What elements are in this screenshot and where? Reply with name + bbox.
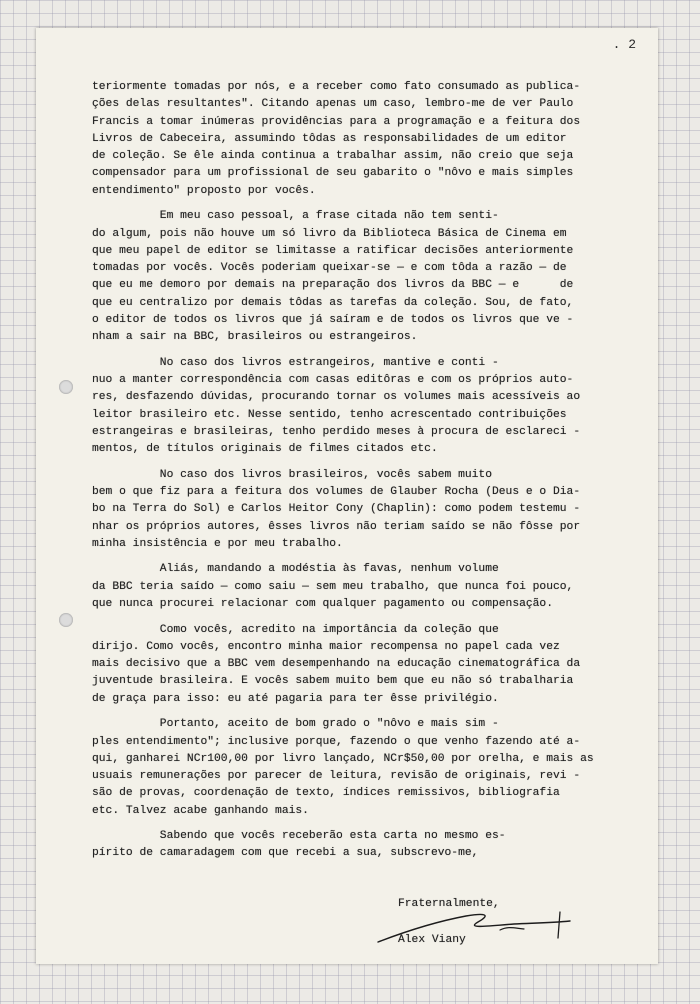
text-line: Sabendo que vocês receberão esta carta no mesmo es- <box>92 830 506 843</box>
text-line: que eu centralizo por demais tôdas as tarefas da coleção. Sou, de fato, <box>92 296 574 309</box>
text-line: do algum, pois não houve um só livro da Biblioteca Básica de Cinema em <box>92 227 567 240</box>
text-line: o editor de todos os livros que já saíram e de todos os livros que ve - <box>92 314 574 327</box>
text-line: leitor brasileiro etc. Nesse sentido, tenho acrescentado contribuições <box>92 408 567 421</box>
letter-page <box>36 28 658 964</box>
text-line: estrangeiras e brasileiras, tenho perdido meses à procura de esclareci - <box>92 426 581 439</box>
text-line: Portanto, aceito de bom grado o "nôvo e mais sim - <box>92 718 499 731</box>
text-line: qui, ganharei NCr100,00 por livro lançado, NCr$50,00 por orelha, e mais as <box>92 752 594 765</box>
text-line: pírito de camaradagem com que recebi a sua, subscrevo-me, <box>92 847 479 860</box>
text-line: que nunca procurei relacionar com qualquer pagamento ou compensação. <box>92 598 553 611</box>
text-line: Livros de Cabeceira, assumindo tôdas as responsabilidades de um editor <box>92 132 567 145</box>
paragraph <box>92 208 640 346</box>
letter-body <box>92 79 640 863</box>
text-line: que meu papel de editor se limitasse a ratificar decisões anteriormente <box>92 244 574 257</box>
paragraph <box>92 79 640 200</box>
text-line: nham a sair na BBC, brasileiros ou estrangeiros. <box>92 331 418 344</box>
text-line: Francis a tomar inúmeras providências para a programação e a feitura dos <box>92 115 581 128</box>
text-line: No caso dos livros brasileiros, vocês sabem muito <box>92 468 492 481</box>
text-line: No caso dos livros estrangeiros, mantive e conti - <box>92 356 499 369</box>
text-line: bo na Terra do Sol) e Carlos Heitor Cony (Chaplin): como podem testemu - <box>92 503 581 516</box>
text-line: são de provas, coordenação de texto, índices remissivos, bibliografia <box>92 787 560 800</box>
text-line: juventude brasileira. E vocês sabem muito bem que eu não só trabalharia <box>92 675 574 688</box>
text-line: teriormente tomadas por nós, e a receber como fato consumado as publica- <box>92 81 581 93</box>
text-line: de graça para isso: eu até pagaria para ter êsse privilégio. <box>92 692 499 705</box>
paragraph <box>92 467 640 553</box>
page-number: . 2 <box>612 37 636 52</box>
text-line: mentos, de títulos originais de filmes citados etc. <box>92 443 438 456</box>
text-line: da BBC teria saído — como saiu — sem meu trabalho, que nunca foi pouco, <box>92 580 574 593</box>
text-line: de coleção. Se êle ainda continua a trabalhar assim, não creio que seja <box>92 150 574 163</box>
paragraph <box>92 355 640 459</box>
text-line: nhar os próprios autores, êsses livros não teriam saído se não fôsse por <box>92 520 581 533</box>
signer-name: Alex Viany <box>398 934 466 946</box>
punch-hole <box>59 613 73 627</box>
text-line: mais decisivo que a BBC vem desempenhando na educação cinematográfica da <box>92 658 581 671</box>
text-line: minha insistência e por meu trabalho. <box>92 537 343 550</box>
paragraph <box>92 828 640 863</box>
text-line: ções delas resultantes". Citando apenas um caso, lembro-me de ver Paulo <box>92 98 574 111</box>
paragraph <box>92 622 640 708</box>
text-line: compensador para um profissional de seu gabarito o "nôvo e mais simples <box>92 167 574 180</box>
text-line: Aliás, mandando a modéstia às favas, nenhum volume <box>92 563 499 576</box>
text-line: dirijo. Como vocês, encontro minha maior recompensa no papel cada vez <box>92 640 560 653</box>
text-line: res, desfazendo dúvidas, procurando tornar os volumes mais acessíveis ao <box>92 391 581 404</box>
punch-hole <box>59 380 73 394</box>
text-line: Em meu caso pessoal, a frase citada não tem senti- <box>92 210 499 223</box>
text-line: nuo a manter correspondência com casas editôras e com os próprios auto- <box>92 374 574 387</box>
paragraph <box>92 561 640 613</box>
text-line: entendimento" proposto por vocês. <box>92 184 316 197</box>
text-line: etc. Talvez acabe ganhando mais. <box>92 804 309 817</box>
text-line: tomadas por vocês. Vocês poderiam queixar-se — e com tôda a razão — de <box>92 262 567 275</box>
signature-block <box>398 898 500 946</box>
text-line: usuais remunerações por parecer de leitura, revisão de originais, revi - <box>92 770 581 783</box>
text-line: bem o que fiz para a feitura dos volumes de Glauber Rocha (Deus e o Dia- <box>92 486 581 499</box>
text-line: ples entendimento"; inclusive porque, fazendo o que venho fazendo até a- <box>92 735 581 748</box>
paragraph <box>92 716 640 820</box>
text-line: que eu me demoro por demais na preparação dos livros da BBC — e de <box>92 279 574 292</box>
text-line: Como vocês, acredito na importância da coleção que <box>92 623 499 636</box>
closing-salutation: Fraternalmente, <box>398 898 500 910</box>
